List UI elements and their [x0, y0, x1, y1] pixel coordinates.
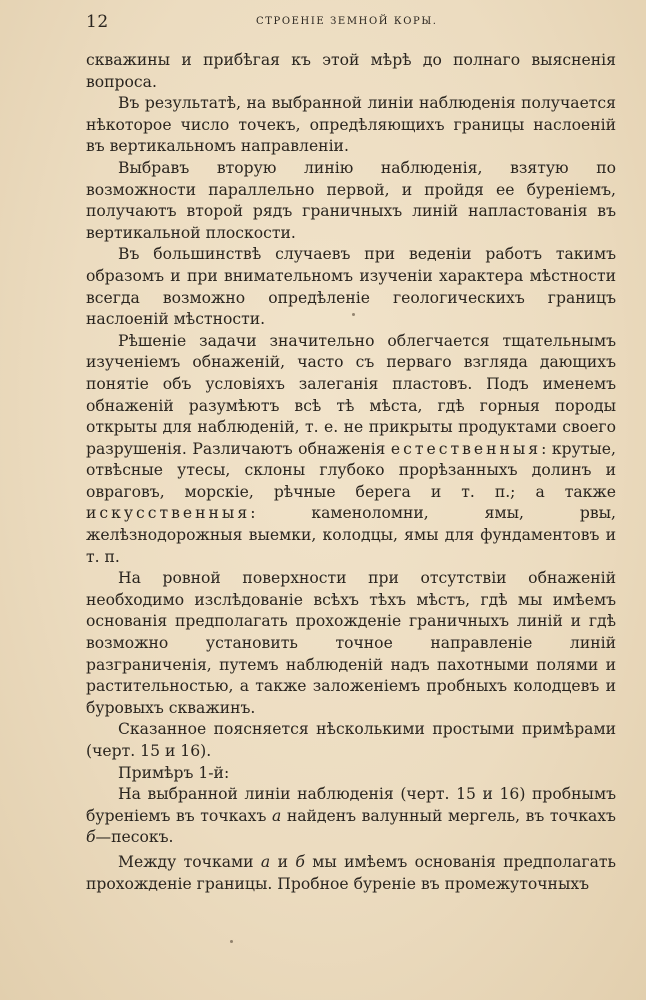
paragraph [86, 244, 616, 330]
paragraph-exposures [86, 331, 616, 569]
paragraph-text: : крутые, отвѣсные утесы, склоны глубоко прорѣзанныхъ долинъ и овраговъ, морскіе, рѣчные берега и т. п.; а также [86, 439, 616, 501]
point-letter-b: б [86, 828, 96, 847]
body-text [86, 50, 616, 895]
paragraph-text: скважины и прибѣгая къ этой мѣрѣ до полнаго выясненія вопроса. [86, 51, 616, 91]
paragraph-text: Сказанное поясняется нѣсколькими простыми примѣрами (черт. 15 и 16). [86, 720, 616, 760]
paragraph-text: Между точками [118, 852, 254, 871]
paragraph-text: и [277, 852, 288, 871]
paragraph-text: —песокъ. [95, 828, 174, 847]
paper-speck [230, 940, 233, 943]
paragraph-text: Въ результатѣ, на выбранной линіи наблюденія получается нѣкоторое число точекъ, опредѣляющихъ границы наслоеній въ вертикальномъ направленіи. [86, 94, 616, 156]
point-letter-a: а [260, 852, 271, 871]
paragraph [86, 158, 616, 244]
example-heading-text: Примѣръ 1-й: [118, 763, 230, 782]
paragraph [86, 719, 616, 762]
paragraph [86, 93, 616, 158]
point-letter-b: б [295, 852, 305, 871]
paragraph-text: Въ большинствѣ случаевъ при веденіи работъ такимъ образомъ и при внимательномъ изученіи характера мѣстности всегда возможно опредѣленіе геологическихъ границъ наслоеній мѣстности. [86, 245, 616, 329]
paragraph [86, 568, 616, 719]
paragraph-example [86, 784, 616, 849]
paper-speck [352, 313, 355, 316]
paragraph-text: найденъ валунный мергель, въ точкахъ [286, 806, 616, 825]
spaced-term-artificial: искусственныя [86, 504, 251, 523]
page-header [86, 12, 618, 36]
paragraph-text: Рѣшеніе задачи значительно облегчается тщательнымъ изученіемъ обнаженій, часто съ перваго взгляда дающихъ понятіе объ условіяхъ залеганія пластовъ. Подъ именемъ обнаженій разумѣютъ всѣ тѣ мѣста, гдѣ горныя породы открыты для наблюденій, т. е. не прикрыты продуктами своего разрушенія. Различаютъ обнаженія [86, 331, 616, 458]
paragraph-text: На выбранной линіи наблюденія (черт. 15 и 16) пробнымъ буреніемъ въ точкахъ [86, 785, 616, 825]
point-letter-a: а [271, 806, 282, 825]
spaced-term-natural: естественныя [390, 439, 542, 458]
paragraph-text: Выбравъ вторую линію наблюденія, взятую по возможности параллельно первой, и пройдя ее буреніемъ, получаютъ второй рядъ граничныхъ линій напластованія въ вертикальной плоскости. [86, 158, 616, 242]
paragraph [86, 852, 616, 895]
page-number: 12 [86, 12, 109, 32]
paragraph-text: мы имѣемъ основанія предполагать прохожденіе границы. Пробное буреніе въ промежуточныхъ [86, 852, 616, 893]
paragraph-text: На ровной поверхности при отсутствіи обнаженій необходимо изслѣдованіе всѣхъ тѣхъ мѣстъ, гдѣ мы имѣемъ основанія предполагать прохожденіе граничныхъ линій и гдѣ возможно установить точное направленіе линій разграниченія, путемъ наблюденій надъ пахотными полями и растительностью, а также заложеніемъ пробныхъ колодцевъ и буровыхъ скважинъ. [86, 569, 616, 717]
paragraph-continued [86, 50, 616, 93]
paragraph-text: : каменоломни, ямы, рвы, желѣзнодорожныя выемки, колодцы, ямы для фундаментовъ и т. п. [86, 504, 616, 566]
running-title: СТРОЕНІЕ ЗЕМНОЙ КОРЫ. [256, 16, 438, 27]
example-heading [86, 763, 616, 785]
